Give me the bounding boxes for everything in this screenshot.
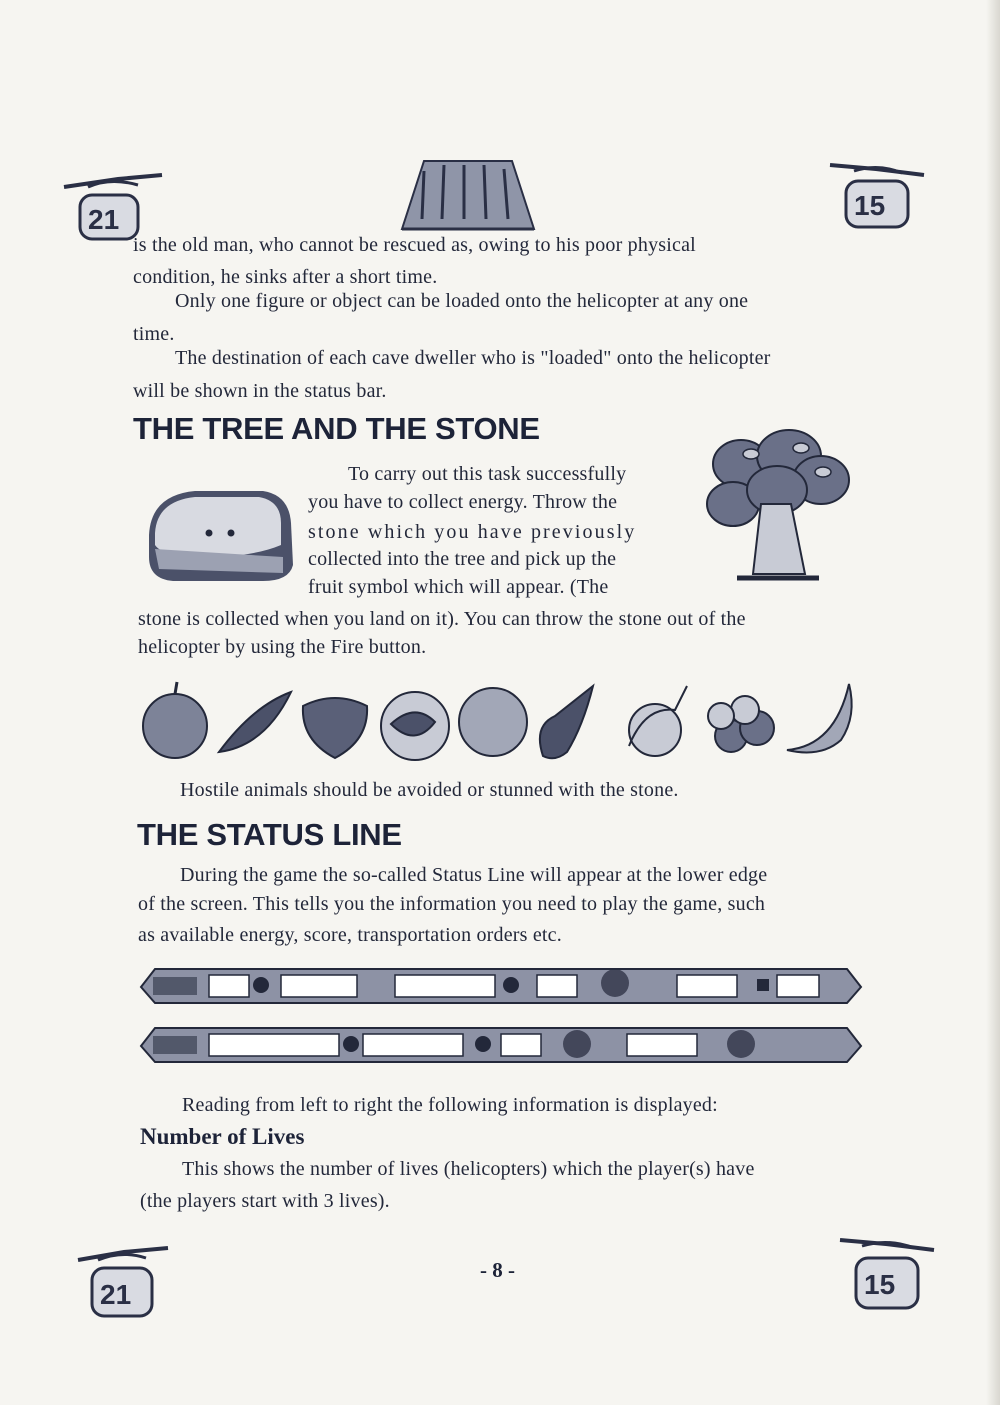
bottom-left-helicopter-dice-icon — [72, 1244, 172, 1324]
section-heading-status-line: THE STATUS LINE — [137, 817, 402, 852]
text-line: as available energy, score, transportation orders etc. — [138, 924, 562, 946]
cherries-icon — [381, 692, 449, 760]
text-line: collected into the tree and pick up the — [308, 548, 617, 570]
banana-icon — [787, 684, 852, 752]
page-number: - 8 - — [480, 1258, 515, 1282]
svg-text:15: 15 — [864, 1269, 896, 1300]
text-line: Hostile animals should be avoided or stunned with the stone. — [180, 779, 679, 801]
text-line: This shows the number of lives (helicopters) which the player(s) have — [182, 1158, 755, 1180]
page-edge — [986, 0, 1000, 1405]
stone-icon — [143, 487, 295, 590]
text-line: (the players start with 3 lives). — [140, 1190, 390, 1212]
text-line: helicopter by using the Fire button. — [138, 636, 427, 658]
svg-text:15: 15 — [854, 190, 886, 221]
text-line: stone which you have previously — [308, 521, 637, 543]
text-line: condition, he sinks after a short time. — [133, 266, 438, 288]
fruit-row — [135, 676, 865, 767]
top-right-helicopter-dice-icon — [828, 155, 928, 235]
text-line: Only one figure or object can be loaded onto the helicopter at any one — [175, 290, 749, 312]
tree-icon — [697, 424, 857, 589]
pear-icon — [540, 686, 593, 758]
text-line: of the screen. This tells you the information you need to play the game, such — [138, 893, 766, 915]
berries-icon — [708, 696, 774, 752]
text-line: stone is collected when you land on it). You can throw the stone out of the — [138, 608, 746, 630]
grapes-bunch-icon — [629, 686, 687, 756]
bottom-right-helicopter-dice-icon — [838, 1232, 938, 1316]
status-bar-image-top — [137, 963, 863, 1014]
subheading-number-of-lives: Number of Lives — [140, 1124, 305, 1149]
text-line: will be shown in the status bar. — [133, 380, 387, 402]
status-bar-image-bottom — [137, 1022, 863, 1073]
header-logo-mountain-icon — [398, 155, 538, 233]
text-line: time. — [133, 323, 175, 345]
text-line: fruit symbol which will appear. (The — [308, 576, 609, 598]
text-line: you have to collect energy. Throw the — [308, 491, 618, 513]
melon-slice-icon — [219, 692, 291, 752]
strawberry-icon — [303, 698, 367, 758]
apple-icon — [143, 682, 207, 758]
orange-icon — [459, 688, 527, 756]
text-line: The destination of each cave dweller who is "loaded" onto the helicopter — [175, 347, 771, 369]
section-heading-tree-stone: THE TREE AND THE STONE — [133, 411, 540, 446]
text-line: To carry out this task successfully — [348, 463, 627, 485]
text-line: is the old man, who cannot be rescued as, owing to his poor physical — [133, 234, 696, 256]
svg-text:21: 21 — [88, 204, 120, 235]
text-line: During the game the so-called Status Line will appear at the lower edge — [180, 864, 768, 886]
text-line: Reading from left to right the following information is displayed: — [182, 1094, 718, 1116]
svg-text:21: 21 — [100, 1279, 132, 1310]
